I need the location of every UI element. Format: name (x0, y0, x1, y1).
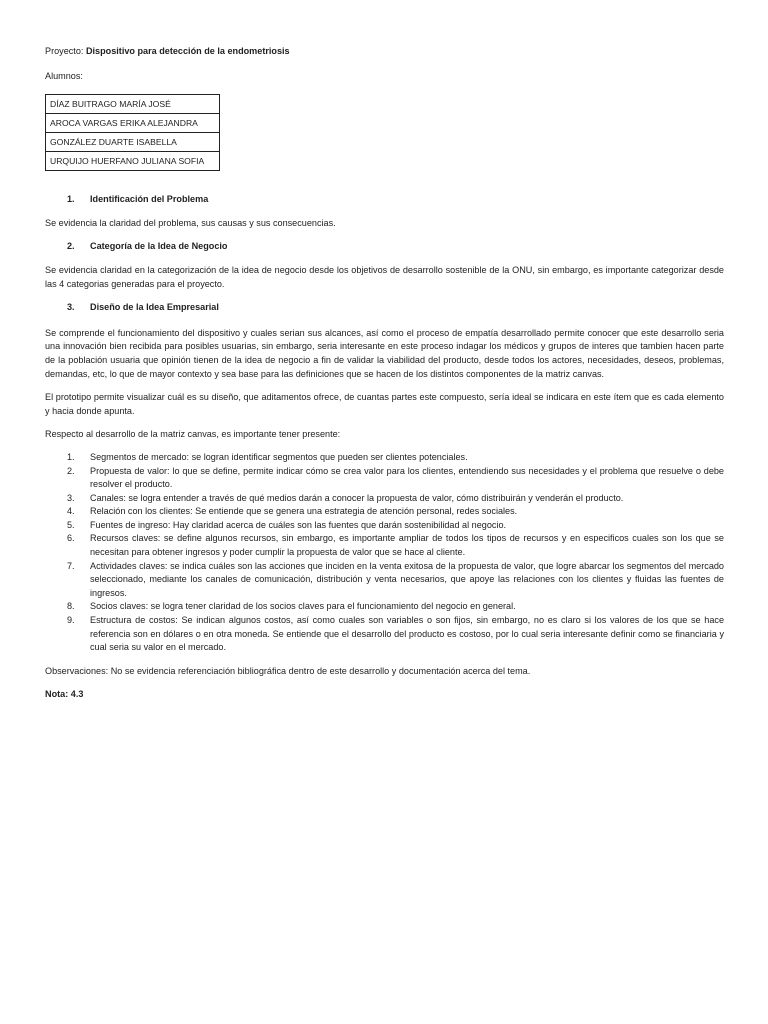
list-item (45, 600, 724, 614)
student-name: AROCA VARGAS ERIKA ALEJANDRA (46, 114, 220, 133)
list-item (45, 451, 724, 465)
prototype-paragraph: El prototipo permite visualizar cuál es su diseño, que aditamentos ofrece, de cuantas partes este compuesto, sería ideal se indicara en este ítem que es cada elemento y hacia donde apunta. (45, 392, 724, 416)
section-heading (45, 240, 724, 254)
section-heading (45, 301, 724, 315)
list-item (45, 560, 724, 601)
list-item-text: Estructura de costos: Se indican algunos costos, así como cuales son variables o son fijos, sin embargo, no es claro si los valores de los que se hace referencia son en dólares o en otra moneda. Se entiende que el desarrollo del producto es costoso, por lo cual seria interesante definir como se financiaria y cual seria su valor en el mercado. (90, 615, 724, 653)
list-item-number: 1. (67, 451, 75, 462)
section-title: Categoría de la Idea de Negocio (90, 241, 228, 252)
list-item-text: Socios claves: se logra tener claridad de los socios claves para el funcionamiento del negocio en general. (90, 601, 516, 612)
list-item-text: Relación con los clientes: Se entiende que se genera una estrategia de atención personal, redes sociales. (90, 506, 518, 517)
section-title: Diseño de la Idea Empresarial (90, 302, 219, 313)
section-number: 1. (67, 194, 75, 205)
section-text: Se comprende el funcionamiento del dispositivo y cuales serian sus alcances, así como el proceso de empatía desarrollado permite conocer que este desarrollo seria una innovación bien recibida para posibles usuarias, sin embargo, seria interesante en este proceso indagar los médicos y grupos de interes que tambien hacen parte de la población usuaria que opinión tienen de la idea de negocio a fin de validar la viabilidad del producto, desde todos los actores, necesidades, deseos, problemas, demandas, etc, lo que de mayor contexto y sea base para las definiciones que se hacen de los distintos componentes de la matriz canvas. (45, 327, 724, 379)
section-number: 2. (67, 241, 75, 252)
project-line (45, 45, 724, 59)
list-item (45, 505, 724, 519)
observations: Observaciones: No se evidencia referenciación bibliográfica dentro de este desarrollo y documentación acerca del tema. (45, 665, 531, 676)
list-item-number: 8. (67, 601, 75, 612)
section-title: Identificación del Problema (90, 194, 209, 205)
list-item-number: 5. (67, 519, 75, 530)
section-heading (45, 193, 724, 207)
table-row (46, 114, 220, 133)
section-text: Se evidencia la claridad del problema, sus causas y sus consecuencias. (45, 217, 336, 228)
list-item-number: 6. (67, 533, 75, 544)
list-item-text: Segmentos de mercado: se logran identificar segmentos que pueden ser clientes potenciales. (90, 451, 468, 462)
canvas-list (45, 451, 724, 655)
student-name: GONZÁLEZ DUARTE ISABELLA (46, 133, 220, 152)
table-row (46, 152, 220, 171)
list-item-text: Actividades claves: se indica cuáles son las acciones que inciden en la venta exitosa de la propuesta de valor, que logre abarcar los segmentos del mercado seleccionado, mediante los canales de comunicación, distribución y venta necesarios, que apoye las relaciones con los clientes y fluidas las fuentes de ingresos. (90, 560, 724, 598)
list-item-number: 9. (67, 615, 75, 626)
section-number: 3. (67, 302, 75, 313)
grade: Nota: 4.3 (45, 689, 84, 700)
student-name: DÍAZ BUITRAGO MARÍA JOSÉ (46, 95, 220, 114)
list-item (45, 492, 724, 506)
list-item-number: 7. (67, 560, 75, 571)
list-item-text: Propuesta de valor: lo que se define, permite indicar cómo se crea valor para los clientes, entendiendo sus necesidades y el problema que resuelve o debe resolver el producto. (90, 465, 724, 490)
list-item-number: 3. (67, 492, 75, 503)
table-row (46, 133, 220, 152)
students-label: Alumnos: (45, 70, 83, 81)
list-item (45, 519, 724, 533)
list-item (45, 465, 724, 492)
list-item-number: 4. (67, 506, 75, 517)
list-item (45, 532, 724, 559)
list-item-text: Fuentes de ingreso: Hay claridad acerca de cuáles son las fuentes que darán sostenibilidad al negocio. (90, 519, 507, 530)
canvas-intro: Respecto al desarrollo de la matriz canvas, es importante tener presente: (45, 429, 341, 440)
list-item (45, 614, 724, 655)
student-name: URQUIJO HUERFANO JULIANA SOFIA (46, 152, 220, 171)
section-text: Se evidencia claridad en la categorización de la idea de negocio desde los objetivos de desarrollo sostenible de la ONU, sin embargo, es importante categorizar desde las 4 categorias generadas para el proyecto. (45, 264, 724, 289)
project-title: Dispositivo para detección de la endometriosis (85, 46, 290, 56)
list-item-text: Recursos claves: se define algunos recursos, sin embargo, es importante ampliar de todos los tipos de recursos y en especificos cuales son los que se necesitan para obtener ingresos y poder cumplir la propuesta de valor que se hace al cliente. (90, 533, 724, 558)
list-item-number: 2. (67, 465, 75, 476)
students-table (45, 94, 220, 171)
table-row (46, 95, 220, 114)
project-label: Proyecto: (45, 46, 86, 56)
list-item-text: Canales: se logra entender a través de qué medios darán a conocer la propuesta de valor, cómo distribuirán y venderán el producto. (90, 492, 624, 503)
